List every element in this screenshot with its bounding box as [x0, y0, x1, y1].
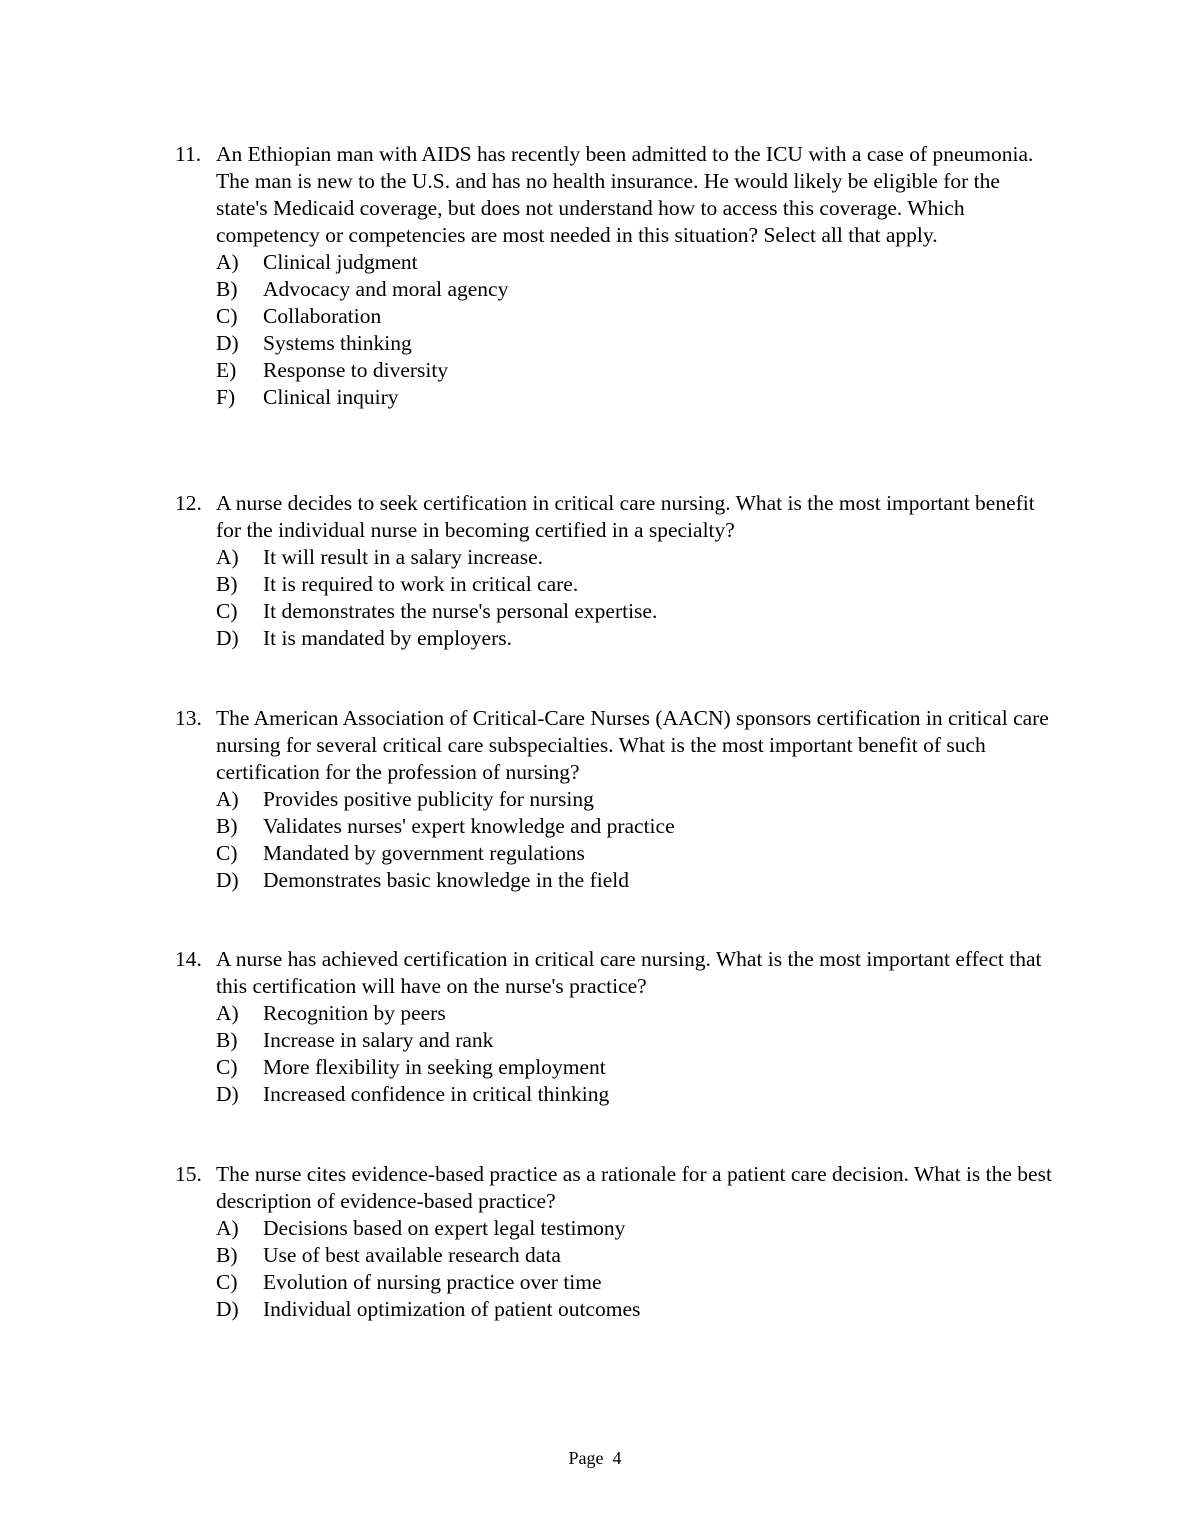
option-text: Individual optimization of patient outcomes	[263, 1297, 641, 1321]
answer-option	[216, 598, 1055, 625]
question-text: A nurse decides to seek certification in critical care nursing. What is the most important benefit for the individual nurse in becoming certified in a specialty?	[216, 491, 1035, 542]
answer-option	[216, 330, 1055, 357]
option-text: Increase in salary and rank	[263, 1028, 494, 1052]
answer-options	[216, 544, 1055, 652]
option-letter: D)	[216, 868, 239, 892]
option-text: It is required to work in critical care.	[263, 572, 579, 596]
option-letter: D)	[216, 1082, 239, 1106]
option-letter: E)	[216, 358, 237, 382]
option-letter: C)	[216, 1270, 238, 1294]
question-14	[175, 946, 1055, 1108]
option-letter: B)	[216, 277, 238, 301]
answer-option	[216, 1027, 1055, 1054]
answer-option	[216, 1081, 1055, 1108]
answer-options	[216, 786, 1055, 894]
answer-option	[216, 1296, 1055, 1323]
answer-option	[216, 867, 1055, 894]
answer-options	[216, 249, 1055, 411]
answer-option	[216, 840, 1055, 867]
option-text: Recognition by peers	[263, 1001, 446, 1025]
option-text: Clinical inquiry	[263, 385, 399, 409]
option-letter: B)	[216, 814, 238, 838]
answer-option	[216, 249, 1055, 276]
option-letter: C)	[216, 304, 238, 328]
answer-option	[216, 303, 1055, 330]
question-text: The American Association of Critical-Care Nurses (AACN) sponsors certification in critical care nursing for several critical care subspecialties. What is the most important benefit of such certification for the profession of nursing?	[216, 706, 1049, 784]
question-11	[175, 141, 1055, 411]
question-text: A nurse has achieved certification in critical care nursing. What is the most important effect that this certification will have on the nurse's practice?	[216, 947, 1042, 998]
answer-options	[216, 1215, 1055, 1323]
answer-option	[216, 1000, 1055, 1027]
option-letter: A)	[216, 1001, 239, 1025]
answer-option	[216, 1242, 1055, 1269]
option-letter: C)	[216, 1055, 238, 1079]
option-text: Clinical judgment	[263, 250, 418, 274]
question-number: 15.	[175, 1162, 202, 1186]
answer-option	[216, 813, 1055, 840]
answer-option	[216, 1054, 1055, 1081]
option-text: Increased confidence in critical thinking	[263, 1082, 610, 1106]
option-text: It is mandated by employers.	[263, 626, 512, 650]
option-text: More flexibility in seeking employment	[263, 1055, 606, 1079]
option-letter: A)	[216, 1216, 239, 1240]
option-text: Advocacy and moral agency	[263, 277, 509, 301]
option-text: Response to diversity	[263, 358, 449, 382]
answer-option	[216, 384, 1055, 411]
option-text: Evolution of nursing practice over time	[263, 1270, 602, 1294]
option-letter: C)	[216, 841, 238, 865]
option-text: It will result in a salary increase.	[263, 545, 543, 569]
option-letter: B)	[216, 1243, 238, 1267]
question-12	[175, 490, 1055, 652]
answer-option	[216, 625, 1055, 652]
option-text: Demonstrates basic knowledge in the field	[263, 868, 629, 892]
option-letter: D)	[216, 1297, 239, 1321]
answer-option	[216, 1269, 1055, 1296]
answer-option	[216, 357, 1055, 384]
question-number: 12.	[175, 491, 202, 515]
question-number: 13.	[175, 706, 202, 730]
option-letter: D)	[216, 331, 239, 355]
answer-options	[216, 1000, 1055, 1108]
option-letter: B)	[216, 1028, 238, 1052]
option-letter: A)	[216, 250, 239, 274]
option-letter: A)	[216, 545, 239, 569]
option-letter: C)	[216, 599, 238, 623]
page-number: Page 4	[568, 1448, 622, 1468]
option-letter: D)	[216, 626, 239, 650]
option-text: It demonstrates the nurse's personal expertise.	[263, 599, 658, 623]
option-text: Use of best available research data	[263, 1243, 561, 1267]
answer-option	[216, 786, 1055, 813]
option-text: Collaboration	[263, 304, 382, 328]
option-text: Decisions based on expert legal testimony	[263, 1216, 626, 1240]
option-text: Validates nurses' expert knowledge and practice	[263, 814, 675, 838]
answer-option	[216, 544, 1055, 571]
option-letter: A)	[216, 787, 239, 811]
answer-option	[216, 276, 1055, 303]
answer-option	[216, 1215, 1055, 1242]
option-letter: B)	[216, 572, 238, 596]
answer-option	[216, 571, 1055, 598]
question-text: An Ethiopian man with AIDS has recently been admitted to the ICU with a case of pneumonia. The man is new to the U.S. and has no health insurance. He would likely be eligible for the state's Medicaid coverage, but does not understand how to access this coverage. Which competency or competencies are most needed in this situation? Select all that apply.	[216, 142, 1034, 247]
question-number: 14.	[175, 947, 202, 971]
option-letter: F)	[216, 385, 236, 409]
option-text: Provides positive publicity for nursing	[263, 787, 594, 811]
question-13	[175, 705, 1055, 894]
question-number: 11.	[175, 142, 202, 166]
option-text: Mandated by government regulations	[263, 841, 585, 865]
question-text: The nurse cites evidence-based practice as a rationale for a patient care decision. What is the best description of evidence-based practice?	[216, 1162, 1052, 1213]
option-text: Systems thinking	[263, 331, 412, 355]
question-15	[175, 1161, 1055, 1323]
